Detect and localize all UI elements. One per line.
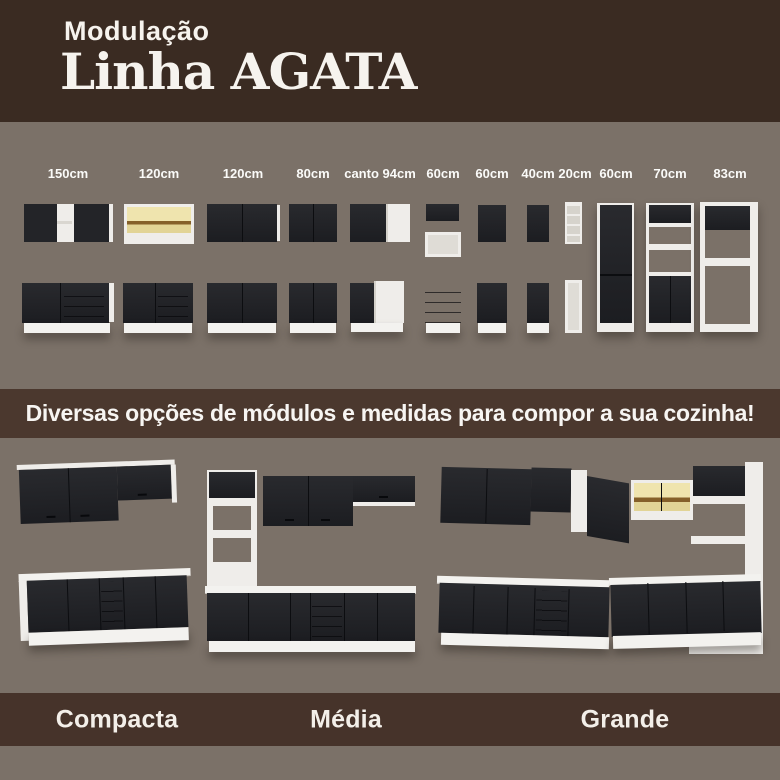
tower-top-drawer [649, 205, 691, 223]
module-size-label: 83cm [713, 166, 747, 181]
corner-base-door [374, 281, 404, 323]
tower-opening [649, 250, 691, 272]
kitchen-media [203, 458, 418, 653]
drawer-stack [158, 287, 188, 319]
tower-opening [213, 538, 251, 562]
tower-shelf [691, 536, 745, 544]
wall-cabinet [527, 205, 549, 242]
corner-panel [571, 470, 587, 532]
door-handle [321, 519, 330, 521]
header-subtitle: Modulação [64, 16, 210, 46]
door-seam [670, 276, 671, 323]
module-column-60cm-niche [424, 122, 462, 389]
door-seam [308, 476, 309, 526]
module-column-60cm-tall [597, 122, 635, 389]
door-seam [344, 593, 345, 641]
module-size-label: 120cm [138, 166, 180, 181]
module-size-label: 80cm [296, 166, 330, 181]
base-cabinet [527, 283, 549, 323]
module-column-70cm-tower [646, 122, 694, 389]
door-seam [377, 593, 378, 641]
wall-cabinet-bottom [353, 502, 415, 506]
door-seam [290, 593, 291, 641]
kitchen-compacta [14, 451, 197, 667]
wall-cabinet [353, 476, 415, 502]
base-cabinet [477, 283, 507, 323]
module-size-label: 70cm [653, 166, 687, 181]
promo-banner [0, 389, 780, 438]
page-title: Linha AGATA [60, 42, 417, 101]
shelf-divider [57, 221, 72, 224]
module-column-150cm [22, 122, 114, 389]
door-seam [242, 204, 243, 242]
footer-band [0, 693, 780, 746]
wall-cabinet [530, 467, 571, 512]
drawer-stack [64, 287, 104, 319]
shelf-interior [568, 283, 579, 330]
plinth [208, 323, 276, 333]
corner-base-cabinet [350, 283, 374, 323]
module-size-label: 60cm [475, 166, 509, 181]
door-handle [285, 519, 294, 521]
plinth [290, 323, 336, 333]
tall-cabinet-doors [600, 205, 632, 323]
door-handle [138, 494, 147, 496]
base-cabinet-run [207, 593, 415, 641]
plinth [124, 323, 192, 333]
kitchen-name-compacta: Compacta [55, 705, 179, 733]
side-panel [171, 465, 177, 503]
kitchen-grande [435, 450, 765, 655]
plinth [209, 641, 415, 652]
module-column-canto-94cm [344, 122, 416, 389]
wood-interior [127, 207, 191, 233]
kitchen-name-grande: Grande [580, 705, 670, 733]
glass-wood-interior [634, 483, 690, 511]
kitchens-section [0, 438, 780, 693]
frame-opening [705, 230, 750, 258]
modules-section [0, 122, 780, 389]
door-seam [60, 283, 61, 323]
door-seam [600, 274, 632, 276]
shelf-cubbies [567, 204, 580, 242]
module-size-label: 20cm [558, 166, 592, 181]
module-column-120cm [206, 122, 280, 389]
corner-wall-panel [386, 204, 410, 242]
frame-top-cabinet [705, 206, 750, 230]
corner-wall-cabinet [587, 476, 629, 543]
door-seam [661, 483, 662, 511]
bottom-strip [0, 746, 780, 780]
drawer-stack [312, 597, 342, 637]
tower-top-cabinet [209, 472, 255, 498]
base-cabinet-run [438, 583, 609, 637]
tower-shelf [691, 496, 745, 504]
module-column-40cm [521, 122, 555, 389]
module-size-label: 150cm [47, 166, 89, 181]
door-seam [313, 283, 314, 323]
door-seam [155, 283, 156, 323]
tower-top-cabinet [693, 466, 745, 496]
module-column-120cm-glass [122, 122, 196, 389]
side-panel [277, 205, 280, 241]
module-column-83cm-frame [700, 122, 760, 389]
wall-top-cabinet [426, 204, 459, 221]
promo-text: Diversas opções de módulos e medidas para compor a sua cozinha! [25, 400, 755, 426]
wall-cabinet [478, 205, 506, 242]
door-handle [379, 496, 388, 498]
plinth [527, 323, 549, 333]
door-seam [242, 283, 243, 323]
corner-wall-cabinet [350, 204, 386, 242]
module-size-label: 60cm [599, 166, 633, 181]
plinth [426, 323, 460, 333]
plinth [351, 323, 403, 332]
plinth [24, 323, 110, 333]
tower-opening [649, 227, 691, 244]
niche-interior [428, 235, 458, 254]
plinth [478, 323, 506, 333]
door-seam [310, 593, 311, 641]
module-column-80cm [288, 122, 338, 389]
module-size-label: 120cm [222, 166, 264, 181]
tower-opening [213, 506, 251, 530]
drawer-base-cabinet [425, 283, 461, 323]
door-seam [248, 593, 249, 641]
frame-opening [705, 266, 750, 324]
module-size-label: canto 94cm [344, 166, 416, 181]
side-panel [109, 283, 114, 322]
module-column-60cm [476, 122, 508, 389]
drawer-stack [535, 591, 567, 634]
header [0, 0, 780, 122]
module-column-20cm [558, 122, 592, 389]
module-size-label: 40cm [521, 166, 555, 181]
kitchen-name-media: Média [310, 705, 382, 733]
door-seam [313, 204, 314, 242]
door-handle [46, 516, 55, 518]
drawer-stack [101, 581, 124, 626]
door-handle [80, 515, 89, 517]
module-size-label: 60cm [426, 166, 460, 181]
